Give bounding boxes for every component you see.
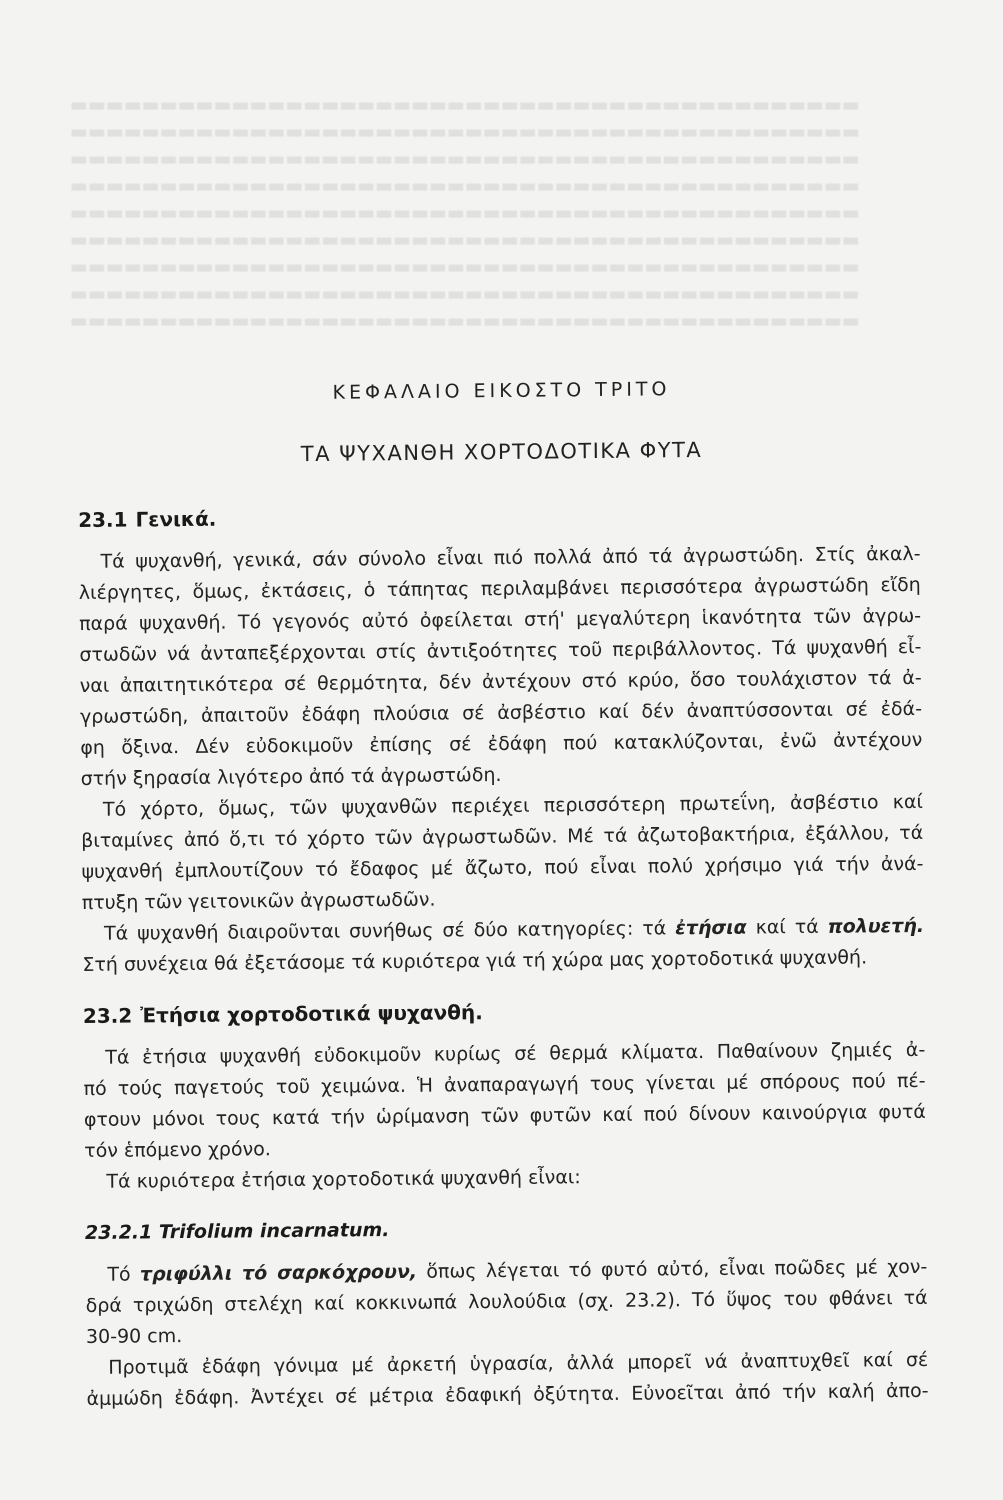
text-line: φτουν μόνοι τους κατά τήν ὡρίμανση τῶν φυτῶν καί πού δίνουν καινούργια φυτά — [83, 1100, 926, 1131]
text-line: πτυξη τῶν γειτονικῶν ἀγρωστωδῶν. — [81, 888, 436, 914]
chapter-label: ΚΕΦΑΛΑΙΟ ΕΙΚΟΣΤΟ ΤΡΙΤΟ — [332, 378, 671, 404]
section-number: 23.1 — [78, 507, 128, 532]
text-line: ἀμμώδη ἐδάφη. Ἀντέχει σέ μέτρια ἐδαφική ὀξύτητα. Εὐνοεῖται ἀπό τήν καλή ἀπο- — [86, 1379, 929, 1410]
show-through-texture: ▬▬▬▬▬▬▬▬▬▬▬▬▬▬▬▬▬▬▬▬▬▬▬▬▬▬▬▬▬▬▬▬▬▬▬▬▬▬▬▬▬▬▬▬ ▬▬▬▬▬▬▬▬▬▬▬▬▬▬▬▬▬▬▬▬▬▬▬▬▬▬▬▬▬▬▬▬▬▬▬▬▬▬▬▬▬▬▬▬ ▬▬▬▬▬▬▬▬▬▬▬▬▬▬▬▬▬▬▬▬▬▬▬▬▬▬▬▬▬▬▬▬▬▬▬▬▬▬▬▬▬▬▬▬ ▬▬▬▬▬▬▬▬▬▬▬▬▬▬▬▬▬▬▬▬▬▬▬▬▬▬▬▬▬▬▬▬▬▬▬▬▬▬▬▬▬▬▬▬ ▬▬▬▬▬▬▬▬▬▬▬▬▬▬▬▬▬▬▬▬▬▬▬▬▬▬▬▬▬▬▬▬▬▬▬▬▬▬▬▬▬▬▬▬ ▬▬▬▬▬▬▬▬▬▬▬▬▬▬▬▬▬▬▬▬▬▬▬▬▬▬▬▬▬▬▬▬▬▬▬▬▬▬▬▬▬▬▬▬ ▬▬▬▬▬▬▬▬▬▬▬▬▬▬▬▬▬▬▬▬▬▬▬▬▬▬▬▬▬▬▬▬▬▬▬▬▬▬▬▬▬▬▬▬ ▬▬▬▬▬▬▬▬▬▬▬▬▬▬▬▬▬▬▬▬▬▬▬▬▬▬▬▬▬▬▬▬▬▬▬▬▬▬▬▬▬▬▬▬ ▬▬▬▬▬▬▬▬▬▬▬▬▬▬▬▬▬▬▬▬▬▬▬▬▬▬▬▬▬▬▬▬▬▬▬▬▬▬▬▬▬▬▬▬ — [70, 94, 860, 332]
paragraph — [86, 1345, 929, 1415]
text-line: ναι ἀπαιτητικότερα σέ θερμότητα, δέν ἀντέχουν στό κρύο, ὅσο τουλάχιστον τά ἀ- — [79, 666, 922, 697]
text-line: παρά ψυχανθή. Τό γεγονός αὐτό ὀφείλεται στή' μεγαλύτερη ἱκανότητα τῶν ἀγρω- — [79, 604, 922, 635]
emphasis-term: πολυετή. — [827, 914, 925, 938]
text-span: Τό — [107, 1263, 131, 1286]
subsection-title: Trifolium incarnatum. — [158, 1219, 390, 1244]
text-line: Τό χόρτο, ὅμως, τῶν ψυχανθῶν περιέχει περισσότερη πρωτεΐνη, ἀσβέστιο καί — [102, 790, 923, 821]
paragraph — [83, 1035, 926, 1167]
text-line: τόν ἑπόμενο χρόνο. — [84, 1138, 271, 1162]
paragraph — [85, 1252, 928, 1353]
section-number: 23.2 — [82, 1003, 133, 1028]
text-line: γρωστώδη, ἀπαιτοῦν ἐδάφη πλούσια σέ ἀσβέστιο καί δέν ἀναπτύσσονται σέ ἐδά- — [79, 697, 923, 728]
text-line: 30-90 cm. — [85, 1325, 183, 1348]
text-line: Προτιμᾶ ἐδάφη γόνιμα μέ ἀρκετή ὑγρασία, ἀλλά μπορεῖ νά ἀναπτυχθεῖ καί σέ — [108, 1348, 929, 1379]
text-line: λιέργητες, ὅμως, ἐκτάσεις, ὁ τάπητας περιλαμβάνει περισσότερα ἀγρωστώδη εἴδη — [78, 573, 921, 604]
paragraph — [78, 539, 922, 795]
text-line: στήν ξηρασία λιγότερο ἀπό τά ἀγρωστώδη. — [80, 763, 502, 790]
text-line: πό τούς παγετούς τοῦ χειμώνα. Ἡ ἀναπαραγωγή τους γίνεται μέ σπόρους πού πέ- — [83, 1069, 926, 1100]
paragraph — [81, 787, 924, 919]
text-line: Τά ἐτήσια ψυχανθή εὐδοκιμοῦν κυρίως σέ θερμά κλίματα. Παθαίνουν ζημιές ἀ- — [105, 1038, 926, 1069]
text-line: Στή συνέχεια θά ἐξετάσομε τά κυριότερα γιά τή χώρα μας χορτοδοτικά ψυχανθή. — [82, 946, 868, 976]
text-line: Τά κυριότερα ἐτήσια χορτοδοτικά ψυχανθή εἶναι: — [106, 1166, 581, 1193]
text-span: Τά ψυχανθή διαιροῦνται συνήθως σέ δύο κατηγορίες: τά — [104, 917, 667, 945]
subsection-number: 23.2.1 — [84, 1221, 153, 1244]
text-line: δρά τριχώδη στελέχη καί κοκκινωπά λουλούδια (σχ. 23.2). Τό ὕψος του φθάνει τά — [85, 1286, 928, 1317]
page-body — [78, 497, 929, 1415]
text-line: βιταμίνες ἀπό ὅ,τι τό χόρτο τῶν ἀγρωστωδῶν. Μέ τά ἀζωτοβακτήρια, ἐξάλλου, τά — [81, 821, 924, 852]
text-line: φη ὄξινα. Δέν εὐδοκιμοῦν ἐπίσης σέ ἐδάφη πού κατακλύζονται, ἐνῶ ἀντέχουν — [80, 728, 923, 759]
emphasis-term: τριφύλλι τό σαρκόχρουν, — [139, 1260, 418, 1286]
chapter-title: ΤΑ ΨΥΧΑΝΘΗ ΧΟΡΤΟΔΟΤΙΚΑ ΦΥΤΑ — [300, 437, 703, 467]
section-title: Ἐτήσια χορτοδοτικά ψυχανθή. — [140, 1000, 483, 1028]
text-span: ὅπως λέγεται τό φυτό αὐτό, εἶναι ποῶδες μέ χον- — [426, 1255, 928, 1283]
text-line: στωδῶν νά ἀνταπεξέρχονται στίς ἀντιξοότητες τοῦ περιβάλλοντος. Τά ψυχανθή εἶ- — [79, 635, 922, 666]
emphasis-term: ἐτήσια — [675, 916, 747, 940]
text-span: καί τά — [755, 915, 819, 939]
text-line: ψυχανθή ἐμπλουτίζουν τό ἔδαφος μέ ἄζωτο, πού εἶναι πολύ χρήσιμο γιά τήν ἀνά- — [81, 852, 924, 883]
text-line: Τά ψυχανθή, γενικά, σάν σύνολο εἶναι πιό πολλά ἀπό τά ἀγρωστώδη. Στίς ἀκαλ- — [100, 542, 921, 573]
paragraph — [82, 911, 925, 981]
section-title: Γενικά. — [135, 506, 217, 532]
